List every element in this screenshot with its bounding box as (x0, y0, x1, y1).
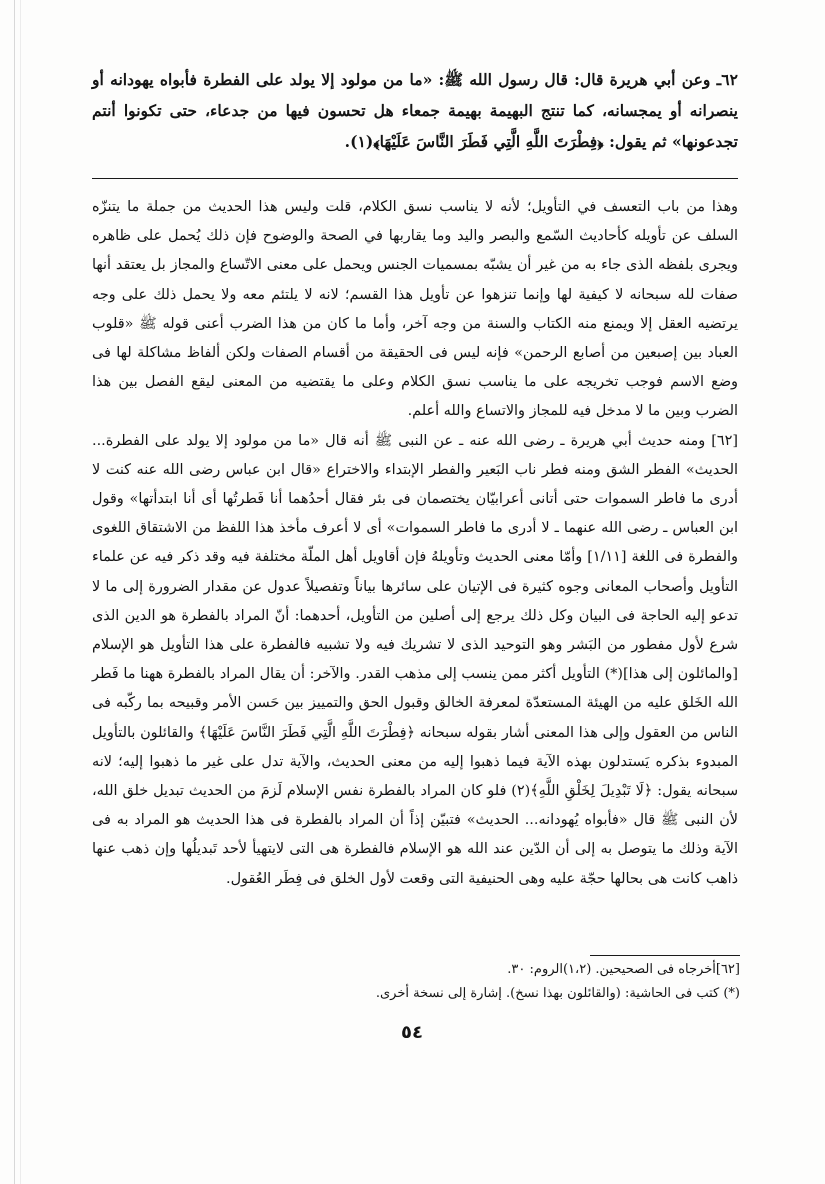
footnote: (*) كتب فى الحاشية: (والقائلون بهذا نسخ). إشارة إلى نسخة أخرى. (375, 986, 740, 1001)
footnote-divider (590, 955, 740, 956)
section-divider (92, 178, 738, 179)
commentary-paragraph: [٦٢] ومنه حديث أبي هريرة ـ رضى الله عنه ـ عن النبى ﷺ أنه قال «ما من مولود إلا يولد على الفطرة... الحديث» الفطر الشق ومنه فطر ناب البَعير والفطر الإبتداء والاختراع «قال ابن عباس رضى الله عنه كنت لا أدرى ما فاطر السموات حتى أتانى أعرابيّان يختصمان فى بئر فقال أحدُهما أنا فَطرتُها أى أنا ابتدأتها» وقول ابن العباس ـ رضى الله عنهما ـ لا أدرى ما فاطر السموات» أى لا أعرف مأخذ هذا اللفظ من الاشتقاق اللغوى والفطرة فى اللغة [١/١١] وأمّا معنى الحديث وتأويلهُ فإن أقاويل أهل الملّة مختلفة فيه وقد ذكر فيه عن علماء التأويل وأصحاب المعانى وجوه كثيرة فى الإتيان على سائرها بياناً وتفصيلاً عدول عن مقدار الضرورة إلى ما لا تدعو إليه الحاجة فى البيان وكل ذلك يرجع إلى أصلين من التأويل، أحدهما: أنّ المراد بالفطرة هو الدين الذى شرع لأول مفطور من البَشر وهو التوحيد الذى لا تشريك فيه ولا تشبيه فالفطرة على هذا التأويل هو الإسلام [والمائلون إلى هذا](*) التأويل أكثر ممن ينسب إلى مذهب القدر. والآخر: أن يقال المراد بالفطرة ههنا ما فَطر الله الخَلق عليه من الهيئة المستعدّة لمعرفة الخالق وقبول الحق والتمييز بين حَسن الأمر وقبيحه بما ركّبه فى الناس من العقول وإلى هذا المعنى أشار بقوله سبحانه ﴿فِطْرَتَ اللَّهِ الَّتِي فَطَرَ النَّاسَ عَلَيْهَا﴾ والقائلون بالتأويل المبدوء بذكره يَستدلون بهذه الآية فيما ذهبوا إليه من معنى الحديث، والآية تدل على غير ما ذهبوا إليه؛ لانه سبحانه يقول: ﴿لَا تَبْدِيلَ لِخَلْقِ اللَّهِ﴾(٢) فلو كان المراد بالفطرة نفس الإسلام لَزمَ من الحديث تبديل خلق الله، لأن النبى ﷺ قال «فأبواه يُهودانه... الحديث» فتبيّن إذاً أن المراد بالفطرة فى هذا الحديث هو المراد به فى الآية وذلك ما يتوصل به إلى أن الدّين عند الله هو الإسلام فالفطرة هى التى لايتهيأ لأحد تَبديلُها وإن ذهب عنها ذاهب كانت هى بحالها حجّة عليه وهى الحنيفية التى وقعت لأول الخلق فى فِطَر العُقول. (92, 432, 738, 887)
hadith-text: ٦٢ـ وعن أبي هريرة قال: قال رسول الله ﷺ: «ما من مولود إلا يولد على الفطرة فأبواه يهودانه أو ينصرانه أو يمجسانه، كما تنتج البهيمة بهيمة جمعاء هل تحسون فيها من جدعاء، حتى تكونوا أنتم تجدعونها» ثم يقول: ﴿فِطْرَتَ اللَّهِ الَّتِي فَطَرَ النَّاسَ عَلَيْهَا﴾(١). (92, 70, 738, 151)
commentary-paragraph: وهذا من باب التعسف في التأويل؛ لأنه لا يناسب نسق الكلام، قلت وليس هذا الحديث من جملة ما يتنزّه السلف عن تأويله كأحاديث السّمع والبصر واليد وما يقاربها في الصحة والوضوح فإن ذلك يُحمل على ظاهره ويجرى بلفظه الذى جاء به من غير أن يشبّه بمسميات الجنس ويحمل على معنى الاتّساع والمجاز بل يعتقد أنها صفات لله سبحانه لا كيفية لها وإنما تنزهوا عن تأويل هذا القسم؛ لانه لا يلتئم معه ولا يحمل ذلك على وجه يرتضيه العقل إلا ويمنع منه الكتاب والسنة من وجه آخر، وأما ما كان من هذا الضرب أعنى قوله ﷺ «قلوب العباد بين إصبعين من أصابع الرحمن» فإنه ليس فى الحقيقة من أقسام الصفات ولكن ألفاظ مشاكلة لها فى وضع الاسم فوجب تخريجه على ما يناسب نسق الكلام وعلى ما يقتضيه من المعنى ليقع الفصل بين هذا الضرب وبين ما لا مدخل فيه للمجاز والاتساع والله أعلم. (92, 199, 738, 420)
page-number: ٥٤ (401, 1022, 423, 1043)
footnote: [٦٢]أخرجاه فى الصحيحين. (١،٢)الروم: ٣٠. (507, 962, 740, 977)
scan-margin-line (20, 0, 21, 1184)
footnotes (300, 958, 740, 1006)
commentary (92, 193, 738, 894)
scan-margin-line (14, 0, 15, 1184)
